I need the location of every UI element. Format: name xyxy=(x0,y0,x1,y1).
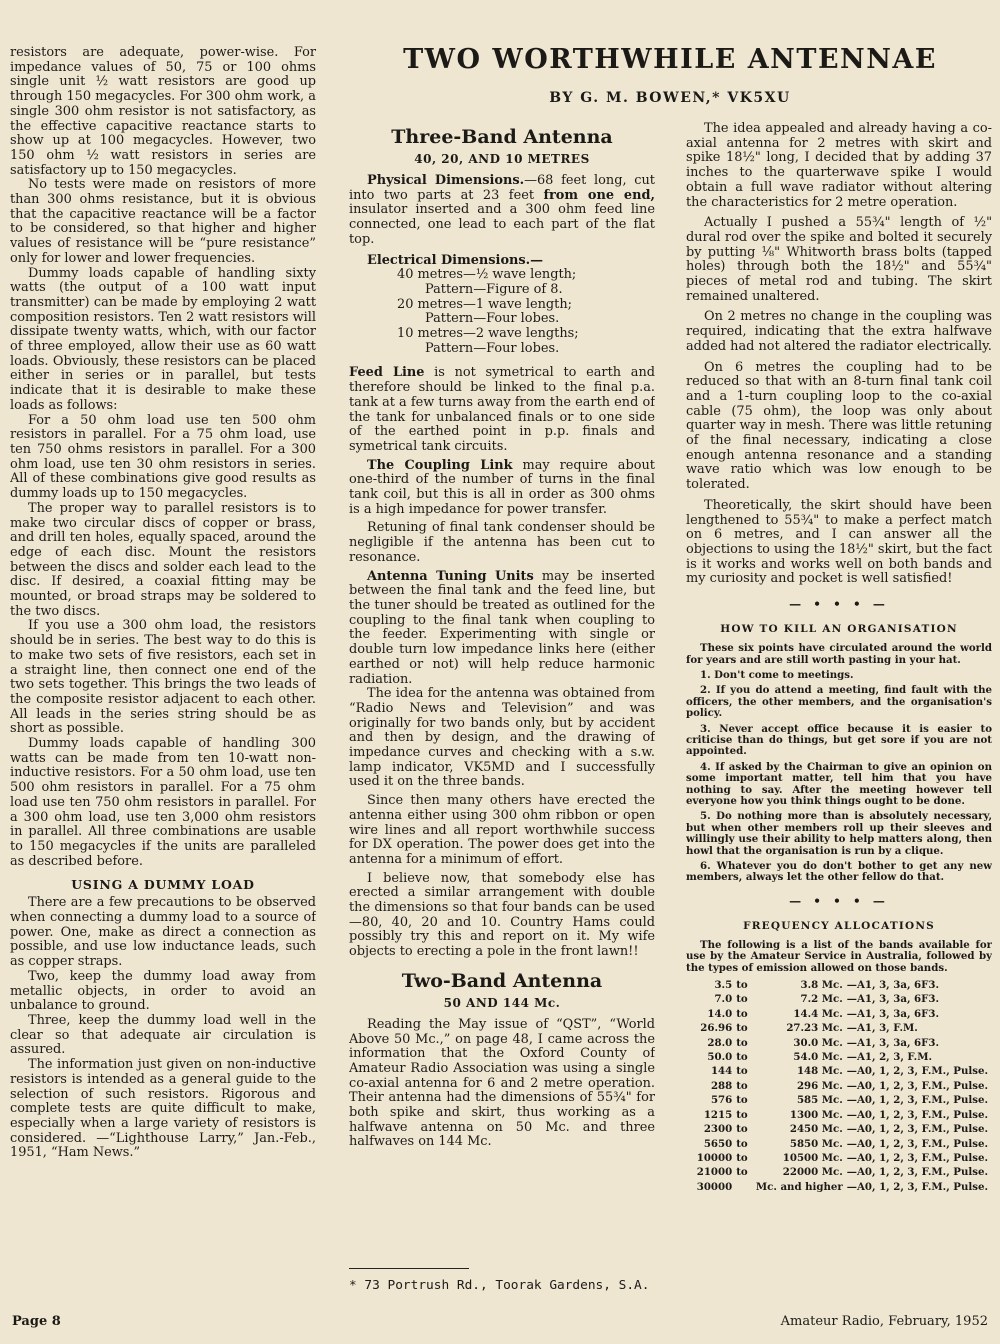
table-row xyxy=(690,1079,992,1093)
table-cell: 14.0 xyxy=(707,1007,733,1020)
article-title: TWO WORTHWHILE ANTENNAE xyxy=(403,44,937,75)
column-3 xyxy=(686,122,992,1300)
table-cell: to xyxy=(736,1151,748,1164)
table-row xyxy=(690,1093,992,1107)
frequency-allocations-box xyxy=(686,920,992,1194)
text-run: insulator inserted and a 300 ohm feed line connected, one lead to each part of the flat top. xyxy=(349,202,655,247)
table-cell: —A0, 1, 2, 3, F.M., Pulse. xyxy=(846,1079,988,1092)
paragraph: No tests were made on resistors of more than 300 ohms resistance, but it is obvious that the capacitive reactance will be a factor to be considered, so that higher and higher values of resistance will be “pure resistance” only for lower and lower frequencies. xyxy=(10,177,316,266)
run-in-heading: Feed Line xyxy=(349,365,425,381)
table-cell: —A1, 3, 3a, 6F3. xyxy=(846,993,939,1006)
table-row xyxy=(690,1064,992,1078)
text-run: from one end, xyxy=(543,187,655,203)
paragraph: Reading the May issue of “QST”, “World Above 50 Mc.,” on page 48, I came across the information that the Oxford County of Amateur Radio Association was using a single co-axial antenna for 6 and 2 metre operation. Their antenna had the dimensions of 55¾" for both spike and skirt, thus working as a halfwave antenna on 50 Mc. and three halfwaves on 144 Mc. xyxy=(349,1016,655,1150)
table-cell: 28.0 xyxy=(707,1036,733,1049)
kill-organisation-box xyxy=(686,623,992,884)
run-in-heading: Physical Dimensions. xyxy=(367,173,525,188)
table-cell: 5650 xyxy=(703,1137,733,1150)
paragraph: resistors are adequate, power-wise. For impedance values of 50, 75 or 100 ohms single unit ½ watt resistors are good up through 150 megacycles. For 300 ohm work, a single 300 ohm resistor is not satisfactory, as the effective capacitive reactance starts to show up at 100 megacycles. However, two 150 ohm ½ watt resistors in series are satisfactory up to 150 megacycles. xyxy=(10,46,316,178)
table-cell: to xyxy=(736,979,748,992)
table-cell: 296 Mc. xyxy=(796,1079,843,1092)
table-row xyxy=(690,992,992,1006)
table-cell: 1300 Mc. xyxy=(789,1108,843,1121)
table-cell: —A0, 1, 2, 3, F.M., Pulse. xyxy=(846,1065,988,1078)
table-cell: 288 xyxy=(710,1079,733,1092)
paragraph: These six points have circulated around the world for years and are still worth pasting in your hat. xyxy=(686,642,992,666)
table-cell: 576 xyxy=(710,1094,733,1107)
run-in-heading: Antenna Tuning Units xyxy=(367,568,534,584)
paragraph xyxy=(349,174,655,248)
table-row xyxy=(690,1108,992,1122)
table-cell: 50.0 xyxy=(707,1051,733,1064)
list-item: 6. Whatever you do don't bother to get any new members, always let the other fellow do that. xyxy=(686,860,992,884)
list-item: 3. Never accept office because it is easier to criticise than do things, but get sore if you are not appointed. xyxy=(686,722,992,758)
electrical-dimensions-list xyxy=(349,268,655,356)
table-cell: 21000 xyxy=(696,1166,733,1179)
list-item: 4. If asked by the Chairman to give an opinion on some important matter, tell him that you have nothing to say. After the meeting however tell everyone how you think things ought to be done. xyxy=(686,760,992,807)
paragraph: On 2 metres no change in the coupling was required, indicating that the extra halfwave added had not altered the radiator electrically. xyxy=(686,309,992,354)
table-cell: to xyxy=(736,1079,748,1092)
table-cell: —A1, 3, 3a, 6F3. xyxy=(846,1007,939,1020)
three-band-subheading: 40, 20, AND 10 METRES xyxy=(414,152,590,166)
table-cell: to xyxy=(736,1108,748,1121)
table-cell: to xyxy=(736,1022,748,1035)
paragraph: The idea for the antenna was obtained from “Radio News and Television” and was originally for two bands only, but by accident and then by design, and the drawing of impedance curves and checking with a s.w. lamp indicator, VK5MD and I successfully used it on the three bands. xyxy=(349,686,655,790)
table-cell: —A1, 2, 3, F.M. xyxy=(846,1051,933,1064)
footnote: * 73 Portrush Rd., Toorak Gardens, S.A. xyxy=(349,1278,650,1293)
dimension-line: 20 metres—1 wave length; xyxy=(397,296,572,312)
separator: — • • • — xyxy=(789,597,889,612)
table-cell: 3.8 Mc. xyxy=(800,979,843,992)
table-cell: —A0, 1, 2, 3, F.M., Pulse. xyxy=(846,1166,988,1179)
paragraph: Actually I pushed a 55¾" length of ½" dural rod over the spike and bolted it securely by putting ⅛" Whitworth brass bolts (tapped holes) through both the 18½" and 55¾" pieces of metal rod and tubing. The skirt remained unaltered. xyxy=(686,215,992,304)
list-item: 1. Don't come to meetings. xyxy=(700,668,854,681)
dimension-line: Pattern—Four lobes. xyxy=(425,340,560,356)
frequency-table xyxy=(690,978,992,1194)
table-cell: —A0, 1, 2, 3, F.M., Pulse. xyxy=(846,1108,988,1121)
dimension-line: Pattern—Four lobes. xyxy=(425,311,560,327)
dimension-line: Pattern—Figure of 8. xyxy=(425,281,563,297)
table-cell: —A1, 3, F.M. xyxy=(846,1022,918,1035)
table-cell: 7.2 Mc. xyxy=(800,993,843,1006)
paragraph xyxy=(349,459,655,518)
table-cell: to xyxy=(736,1166,748,1179)
table-cell: 26.96 xyxy=(700,1022,733,1035)
column-2 xyxy=(349,122,655,1300)
table-cell: 2450 Mc. xyxy=(789,1123,843,1136)
table-cell: to xyxy=(736,1137,748,1150)
table-cell: to xyxy=(736,1007,748,1020)
table-row xyxy=(690,1137,992,1151)
column-1 xyxy=(10,46,316,1298)
table-row xyxy=(690,1122,992,1136)
paragraph: There are a few precautions to be observed when connecting a dummy load to a source of power. One, make as direct a connection as possible, and use low inductance leads, such as copper straps. xyxy=(10,895,316,970)
table-cell: 148 Mc. xyxy=(796,1065,843,1078)
paragraph: The proper way to parallel resistors is to make two circular discs of copper or brass, and drill ten holes, equally spaced, around the edge of each disc. Mount the resistors between the discs and solder each lead to the disc. If desired, a coaxial fitting may be mounted, or broad straps may be soldered to the two discs. xyxy=(10,500,316,619)
table-row xyxy=(690,978,992,992)
table-row xyxy=(690,1007,992,1021)
table-cell: 1215 xyxy=(703,1108,733,1121)
text-run: may be inserted between the final tank and the feed line, but the tuner should be treated as outlined for the coupling to the final tank when coupling to the feeder. Experimenting with single or double turn low impedance links here (either earthed or not) will help reduce harmonic radiation. xyxy=(349,568,655,687)
separator: — • • • — xyxy=(789,893,889,908)
table-cell xyxy=(736,1180,756,1194)
table-row xyxy=(690,1036,992,1050)
paragraph: The idea appealed and already having a co-axial antenna for 2 metres with skirt and spike 18½" long, I decided that by adding 37 inches to the quarterwave spike I would obtain a full wave radiator without altering the characteristics for 2 metre operation. xyxy=(686,122,992,210)
page-number: Page 8 xyxy=(12,1314,61,1329)
paragraph: On 6 metres the coupling had to be reduced so that with an 8-turn final tank coil and a 1-turn coupling loop to the co-axial cable (75 ohm), the loop was only about quarter way in mesh. There was little retuning of the final necessary, indicating a close enough antenna resonance and a standing wave ratio which was low enough to be tolerated. xyxy=(686,359,992,493)
table-cell: 30000 xyxy=(696,1180,733,1193)
table-cell: 5850 Mc. xyxy=(789,1137,843,1150)
section-heading: FREQUENCY ALLOCATIONS xyxy=(743,919,935,932)
table-cell: to xyxy=(736,1036,748,1049)
table-cell: to xyxy=(736,1094,748,1107)
text-run: —68 feet long, cut into two parts at 23 feet xyxy=(349,173,655,203)
paragraph: Since then many others have erected the antenna either using 300 ohm ribbon or open wire lines and all report worthwhile success for DX operation. The power does get into the antenna for a minimum of effort. xyxy=(349,793,655,867)
table-cell: Mc. and higher xyxy=(755,1180,843,1193)
run-in-heading: The Coupling Link xyxy=(367,457,513,473)
table-cell: 10500 Mc. xyxy=(782,1151,843,1164)
table-cell: to xyxy=(736,1123,748,1136)
table-cell: —A0, 1, 2, 3, F.M., Pulse. xyxy=(846,1123,988,1136)
dimension-line: 10 metres—2 wave lengths; xyxy=(397,326,579,342)
table-cell: 10000 xyxy=(696,1151,733,1164)
table-cell: 7.0 xyxy=(714,993,733,1006)
article-byline: BY G. M. BOWEN,* VK5XU xyxy=(549,90,791,106)
table-row xyxy=(690,1021,992,1035)
table-cell: 3.5 xyxy=(714,979,733,992)
table-cell: 2300 xyxy=(703,1123,733,1136)
paragraph: The following is a list of the bands available for use by the Amateur Service in Australia, followed by the types of emission allowed on those bands. xyxy=(686,938,992,974)
paragraph: If you use a 300 ohm load, the resistors should be in series. The best way to do this is to make two sets of five resistors, each set in a straight line, then connect one end of the two sets together. This brings the two leads of the composite resistor adjacent to each other. All leads in the series string should be as short as possible. xyxy=(10,618,316,737)
table-cell: —A0, 1, 2, 3, F.M., Pulse. xyxy=(846,1094,988,1107)
list-item: 2. If you do attend a meeting, find fault with the officers, the other members, and the organisation's policy. xyxy=(686,684,992,720)
table-cell: —A0, 1, 2, 3, F.M., Pulse. xyxy=(846,1180,988,1193)
table-cell: to xyxy=(736,1065,748,1078)
two-band-heading: Two-Band Antenna xyxy=(401,969,603,992)
table-cell: to xyxy=(736,993,748,1006)
paragraph: Retuning of final tank condenser should be negligible if the antenna has been cut to resonance. xyxy=(349,520,655,565)
paragraph: Dummy loads capable of handling 300 watts can be made from ten 10-watt non-inductive resistors. For a 50 ohm load, use ten 500 ohm resistors in parallel. For a 75 ohm load use ten 750 ohm resistors in parallel. For a 300 ohm load, use ten 3,000 ohm resistors in parallel. All three combinations are usable to 150 megacycles if the units are paralleled as described before. xyxy=(10,736,316,869)
paragraph: Two, keep the dummy load away from metallic objects, in order to avoid an unbalance to ground. xyxy=(10,968,316,1014)
paragraph: The information just given on non-inductive resistors is intended as a general guide to the selection of such resistors. Rigorous and complete tests are quite difficult to make, especially when a large variety of resistors is considered. —“Lighthouse Larry,” Jan.-Feb., 1951, “Ham News.” xyxy=(10,1057,316,1161)
table-cell: —A1, 3, 3a, 6F3. xyxy=(846,979,939,992)
paragraph: Dummy loads capable of handling sixty watts (the output of a 100 watt input transmitter) can be made by employing 2 watt composition resistors. Ten 2 watt resistors will dissipate twenty watts, which, with our factor of three employed, allow their use as 60 watt loads. Obviously, these resistors can be placed either in series or in parallel, but tests indicate that it is desirable to make these loads as follows: xyxy=(10,265,316,413)
table-row xyxy=(690,1050,992,1064)
table-cell: 54.0 Mc. xyxy=(793,1051,843,1064)
table-cell: 30.0 Mc. xyxy=(793,1036,843,1049)
table-cell: —A1, 3, 3a, 6F3. xyxy=(846,1036,939,1049)
text-run: may require about one-third of the number of turns in the final tank coil, but this is all in order as 300 ohms is a high impedance for power transfer. xyxy=(349,457,655,517)
two-band-subheading: 50 AND 144 Mc. xyxy=(443,995,561,1010)
section-heading: HOW TO KILL AN ORGANISATION xyxy=(720,623,958,636)
table-cell: 14.4 Mc. xyxy=(793,1007,843,1020)
paragraph xyxy=(349,570,655,688)
table-row xyxy=(690,1180,992,1194)
table-cell: —A0, 1, 2, 3, F.M., Pulse. xyxy=(846,1137,988,1150)
paragraph: Three, keep the dummy load well in the clear so that adequate air circulation is assured. xyxy=(10,1013,316,1058)
table-cell: to xyxy=(736,1051,748,1064)
three-band-heading: Three-Band Antenna xyxy=(391,126,613,148)
table-cell: 585 Mc. xyxy=(796,1094,843,1107)
table-cell: 27.23 Mc. xyxy=(786,1022,843,1035)
table-cell: 144 xyxy=(710,1065,733,1078)
table-cell: —A0, 1, 2, 3, F.M., Pulse. xyxy=(846,1151,988,1164)
list-item: 5. Do nothing more than is absolutely necessary, but when other members roll up their sleeves and willingly use their ability to help matters along, then howl that the organisation is run by a clique. xyxy=(686,810,992,857)
paragraph: Theoretically, the skirt should have been lengthened to 55¾" to make a perfect match on 6 metres, and I can answer all the objections to using the 18½" skirt, but the fact is it works and works well on both bands and my curiosity and pocket is well satisfied! xyxy=(686,497,992,587)
paragraph: I believe now, that somebody else has erected a similar arrangement with double the dimensions so that four bands can be used—80, 40, 20 and 10. Country Hams could possibly try this and report on it. My wife objects to erecting a pole in the front lawn!! xyxy=(349,870,655,960)
paragraph xyxy=(349,366,655,454)
text-run: is not symetrical to earth and therefore should be linked to the final p.a. tank at a few turns away from the earth end of the tank for unbalanced finals or to one side of the earthed point in p.p. finals and symetrical tank circuits. xyxy=(349,365,655,454)
publication-line: Amateur Radio, February, 1952 xyxy=(780,1314,988,1329)
dimension-line: 40 metres—½ wave length; xyxy=(397,267,577,283)
footnote-rule xyxy=(349,1268,469,1269)
section-heading: USING A DUMMY LOAD xyxy=(71,877,255,893)
table-row xyxy=(690,1165,992,1179)
run-in-heading: Electrical Dimensions.— xyxy=(367,252,544,268)
table-row xyxy=(690,1151,992,1165)
paragraph: For a 50 ohm load use ten 500 ohm resistors in parallel. For a 75 ohm load, use ten 750 ohms resistors in parallel. For a 300 ohm load, use ten 30 ohm resistors in series. All of these combinations give good results as dummy loads up to 150 megacycles. xyxy=(10,412,316,502)
table-cell: 22000 Mc. xyxy=(782,1166,843,1179)
